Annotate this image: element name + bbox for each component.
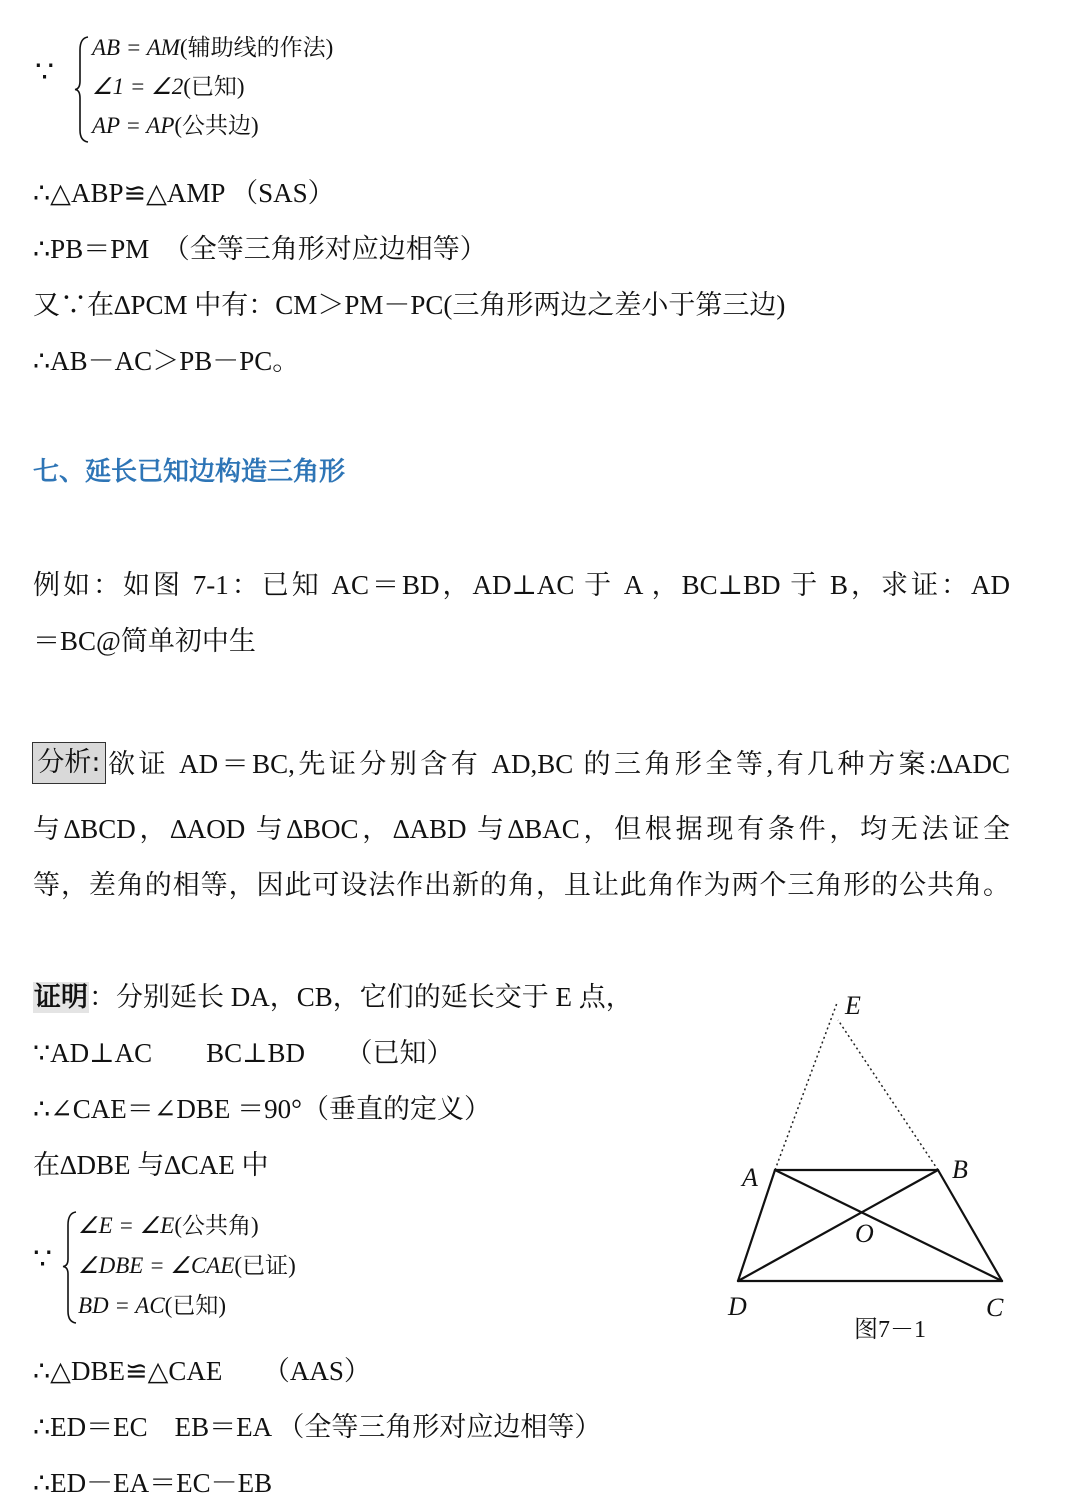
proof-line: ∴AB－AC＞PB－PC。 <box>33 346 300 376</box>
segment-ac <box>775 1170 1002 1281</box>
point-label-b: B <box>952 1155 968 1184</box>
extension-line-cb <box>838 1020 938 1170</box>
system-line <box>78 1249 296 1283</box>
conclusion-line: ∴△DBE≌△CAE （AAS） <box>33 1356 371 1386</box>
system-reason: (已证) <box>234 1253 296 1278</box>
system-reason: (辅助线的作法) <box>179 35 334 60</box>
system-line <box>78 1209 259 1243</box>
system-line <box>92 70 245 104</box>
system-reason: (已知) <box>164 1293 226 1318</box>
system-reason: (已知) <box>183 74 245 99</box>
system-math: ∠E = ∠E <box>78 1213 175 1238</box>
conclusion-line: ∴ED＝EC EB＝EA （全等三角形对应边相等） <box>33 1412 602 1442</box>
system-math: BD = AC <box>78 1293 165 1318</box>
analysis-line: 与∆BCD，∆AOD 与∆BOC，∆ABD 与∆BAC，但根据现有条件，均无法证全 <box>33 814 1010 844</box>
system-line <box>92 31 333 65</box>
system-math: ∠DBE = ∠CAE <box>78 1253 235 1278</box>
section-heading: 七、延长已知边构造三角形 <box>33 457 346 487</box>
system-reason: (公共边) <box>174 113 259 138</box>
point-label-e: E <box>845 991 861 1020</box>
proof-line: 在∆DBE 与∆CAE 中 <box>33 1150 269 1180</box>
segment-bd <box>738 1170 938 1281</box>
because-symbol: ∵ <box>33 1243 53 1276</box>
proof-line: 又∵在∆PCM 中有：CM＞PM－PC(三角形两边之差小于第三边) <box>33 290 786 320</box>
system-math: ∠1 = ∠2 <box>92 74 184 99</box>
proof-line: ∴∠CAE＝∠DBE ＝90°（垂直的定义） <box>33 1094 491 1124</box>
point-label-c: C <box>986 1293 1004 1322</box>
example-line: ＝BC@简单初中生 <box>33 626 256 656</box>
point-label-o: O <box>855 1219 874 1248</box>
proof-line: ∴△ABP≌△AMP （SAS） <box>33 178 335 208</box>
proof-line: ∴PB＝PM （全等三角形对应边相等） <box>33 234 487 264</box>
analysis-line: 欲证 AD＝BC,先证分别含有 AD,BC 的三角形全等,有几种方案:∆ADC <box>108 749 1010 779</box>
analysis-label: 分析: <box>32 742 106 784</box>
proof-label: 证明 <box>34 982 88 1013</box>
system-line <box>78 1289 226 1323</box>
point-label-d: D <box>728 1292 747 1321</box>
brace-icon <box>0 0 100 160</box>
figure-caption: 图7－1 <box>854 1317 926 1343</box>
point-label-a: A <box>742 1163 758 1192</box>
system-line <box>92 109 259 143</box>
analysis-line: 等，差角的相等，因此可设法作出新的角，且让此角作为两个三角形的公共角。 <box>33 870 1010 900</box>
conclusion-line: ∴ED－EA＝EC－EB <box>33 1468 273 1498</box>
system-math: AP = AP <box>92 113 175 138</box>
extension-line-da <box>775 1003 837 1170</box>
proof-intro-text: ：分别延长 DA，CB，它们的延长交于 E 点， <box>89 982 633 1012</box>
proof-intro-line <box>33 977 633 1017</box>
proof-line: ∵AD⊥AC BC⊥BD （已知） <box>33 1038 454 1068</box>
system-math: AB = AM <box>92 35 180 60</box>
system-reason: (公共角) <box>174 1213 259 1238</box>
example-line: 例如：如图 7-1：已知 AC＝BD，AD⊥AC 于 A ，BC⊥BD 于 B，求证：AD <box>33 570 1010 600</box>
geometry-figure <box>700 980 1040 1350</box>
because-symbol: ∵ <box>35 56 55 89</box>
